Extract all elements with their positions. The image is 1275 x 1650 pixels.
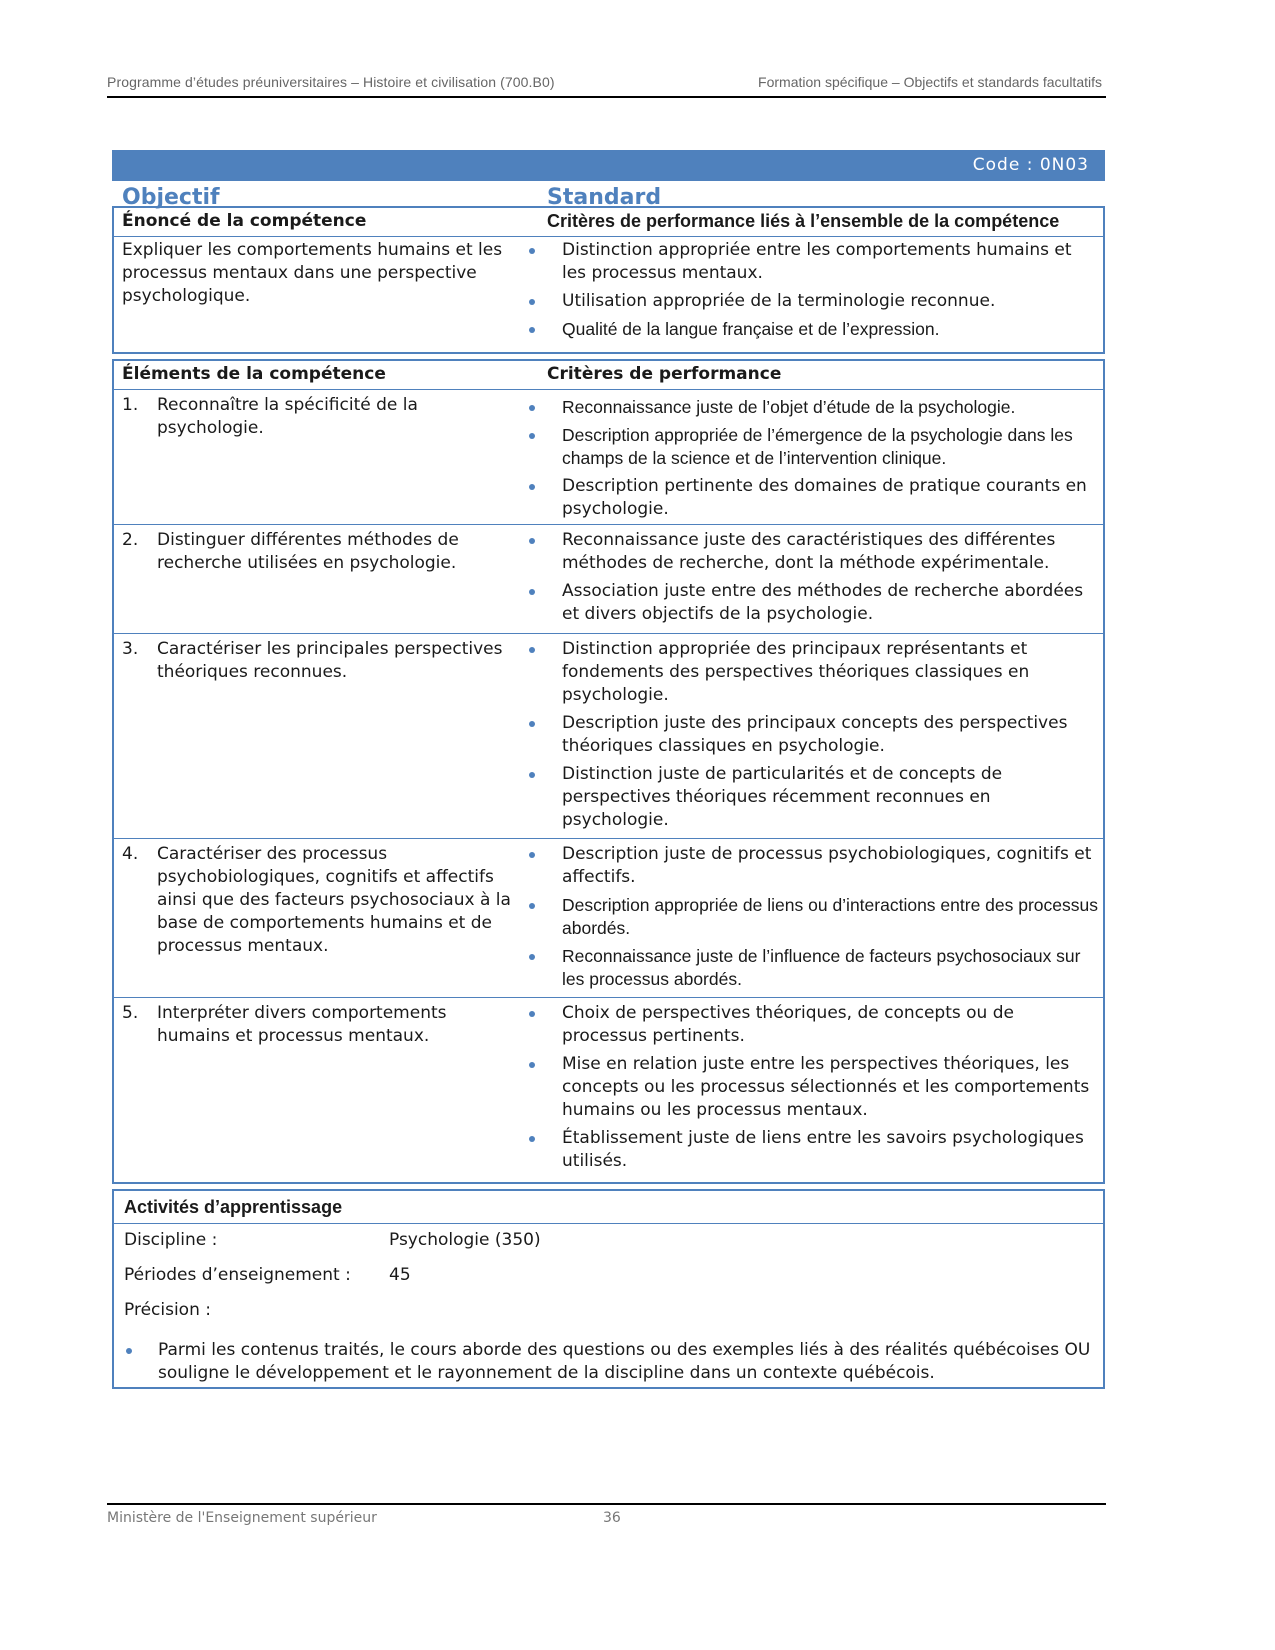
precision-label: Précision : [124, 1300, 211, 1320]
competence-header-row [114, 208, 1103, 236]
code-label: Code : 0N03 [972, 155, 1089, 175]
list-item: Reconnaissance juste de l’influence de facteurs psychosociaux sur les processus abordés. [525, 945, 1100, 991]
element-text: 3. Caractériser les principales perspectives théoriques reconnues. [122, 639, 503, 682]
header-program-title: Programme d’études préuniversitaires – Histoire et civilisation (700.B0) [107, 74, 555, 90]
bullet-icon [529, 903, 535, 909]
list-item: Description appropriée de l’émergence de la psychologie dans les champs de la science et de l’intervention clinique. [525, 424, 1100, 470]
bullet-icon [529, 1062, 535, 1068]
competence-criteria-header: Critères de performance liés à l’ensemble de la compétence [547, 211, 1060, 231]
list-item: Reconnaissance juste de l’objet d’étude de la psychologie. [525, 396, 1100, 419]
precision-row [114, 1294, 1103, 1329]
bullet-icon [529, 405, 535, 411]
bullet-icon [529, 589, 535, 595]
standard-title: Standard [547, 185, 662, 210]
list-item: Description appropriée de liens ou d’interactions entre des processus abordés. [525, 894, 1100, 940]
competence-statement-header: Énoncé de la compétence [122, 211, 367, 231]
activities-title-row [114, 1191, 1103, 1224]
element-text: 5. Interpréter divers comportements humains et processus mentaux. [122, 1003, 447, 1046]
page-number: 36 [603, 1510, 621, 1526]
list-item: Distinction appropriée entre les comportements humains et les processus mentaux. [525, 239, 1100, 285]
element-criteria-list [525, 638, 1100, 837]
element-criteria-list [525, 843, 1100, 996]
bullet-icon [529, 248, 535, 254]
bullet-icon [529, 1011, 535, 1017]
page-header [107, 72, 1106, 98]
bullet-icon [529, 538, 535, 544]
bullet-icon [529, 852, 535, 858]
bullet-icon [529, 647, 535, 653]
footer-ministry: Ministère de l'Enseignement supérieur [107, 1510, 377, 1526]
competence-content-row [114, 236, 1103, 351]
element-row-5 [114, 997, 1103, 1178]
competence-box [112, 206, 1105, 354]
bullet-icon [529, 721, 535, 727]
list-item: Reconnaissance juste des caractéristiques des différentes méthodes de recherche, dont la méthode expérimentale. [525, 529, 1100, 575]
discipline-value: Psychologie (350) [389, 1230, 541, 1250]
list-item: Utilisation appropriée de la terminologie reconnue. [525, 290, 1100, 313]
element-text: 1. Reconnaître la spécificité de la psychologie. [122, 395, 418, 438]
list-item: Association juste entre des méthodes de recherche abordées et divers objectifs de la psychologie. [525, 580, 1100, 626]
element-row-2 [114, 524, 1103, 633]
competence-statement: Expliquer les comportements humains et les processus mentaux dans une perspective psychologique. [122, 240, 503, 306]
element-criteria-list [525, 1002, 1100, 1178]
discipline-label: Discipline : [124, 1230, 218, 1250]
activities-title: Activités d’apprentissage [124, 1197, 343, 1217]
elements-box [112, 359, 1105, 1184]
competence-criteria-list [525, 239, 1100, 346]
list-item: Établissement juste de liens entre les savoirs psychologiques utilisés. [525, 1127, 1100, 1173]
element-criteria-list [525, 529, 1100, 631]
bullet-icon [529, 484, 535, 490]
element-criteria-list [525, 396, 1100, 526]
periods-label: Périodes d’enseignement : [124, 1265, 351, 1285]
activities-box [112, 1189, 1105, 1389]
page-footer [107, 1503, 1106, 1526]
element-text: 4. Caractériser des processus psychobiologiques, cognitifs et affectifs ainsi que des facteurs psychosociaux à la base de comportements humains et de processus mentaux. [122, 844, 511, 956]
bullet-icon [529, 299, 535, 305]
list-item: Description juste de processus psychobiologiques, cognitifs et affectifs. [525, 843, 1100, 889]
precision-bullet: Parmi les contenus traités, le cours aborde des questions ou des exemples liés à des réalités québécoises OU souligne le développement et le rayonnement de la discipline dans un contexte québécois. [114, 1339, 1095, 1385]
list-item: Distinction juste de particularités et de concepts de perspectives théoriques récemment reconnues en psychologie. [525, 763, 1100, 832]
bullet-icon [529, 327, 535, 333]
element-row-3 [114, 633, 1103, 838]
element-row-4 [114, 838, 1103, 997]
element-row-1 [114, 389, 1103, 524]
header-section-title: Formation spécifique – Objectifs et standards facultatifs [758, 74, 1102, 90]
list-item: Mise en relation juste entre les perspectives théoriques, les concepts ou les processus sélectionnés et les comportements humains ou les processus mentaux. [525, 1053, 1100, 1122]
bullet-icon [126, 1348, 132, 1354]
elements-header: Éléments de la compétence [122, 364, 386, 384]
criteria-header: Critères de performance [547, 364, 782, 384]
list-item: Description juste des principaux concepts des perspectives théoriques classiques en psychologie. [525, 712, 1100, 758]
list-item: Qualité de la langue française et de l’expression. [525, 318, 1100, 341]
discipline-row [114, 1224, 1103, 1259]
element-text: 2. Distinguer différentes méthodes de recherche utilisées en psychologie. [122, 530, 459, 573]
bullet-icon [529, 433, 535, 439]
list-item: Choix de perspectives théoriques, de concepts ou de processus pertinents. [525, 1002, 1100, 1048]
list-item: Description pertinente des domaines de pratique courants en psychologie. [525, 475, 1100, 521]
bullet-icon [529, 954, 535, 960]
elements-header-row [114, 361, 1103, 389]
list-item: Distinction appropriée des principaux représentants et fondements des perspectives théoriques classiques en psychologie. [525, 638, 1100, 707]
bullet-icon [529, 772, 535, 778]
periods-row [114, 1259, 1103, 1294]
code-bar [112, 150, 1105, 181]
objectif-title: Objectif [122, 185, 220, 210]
bullet-icon [529, 1136, 535, 1142]
periods-value: 45 [389, 1265, 411, 1285]
